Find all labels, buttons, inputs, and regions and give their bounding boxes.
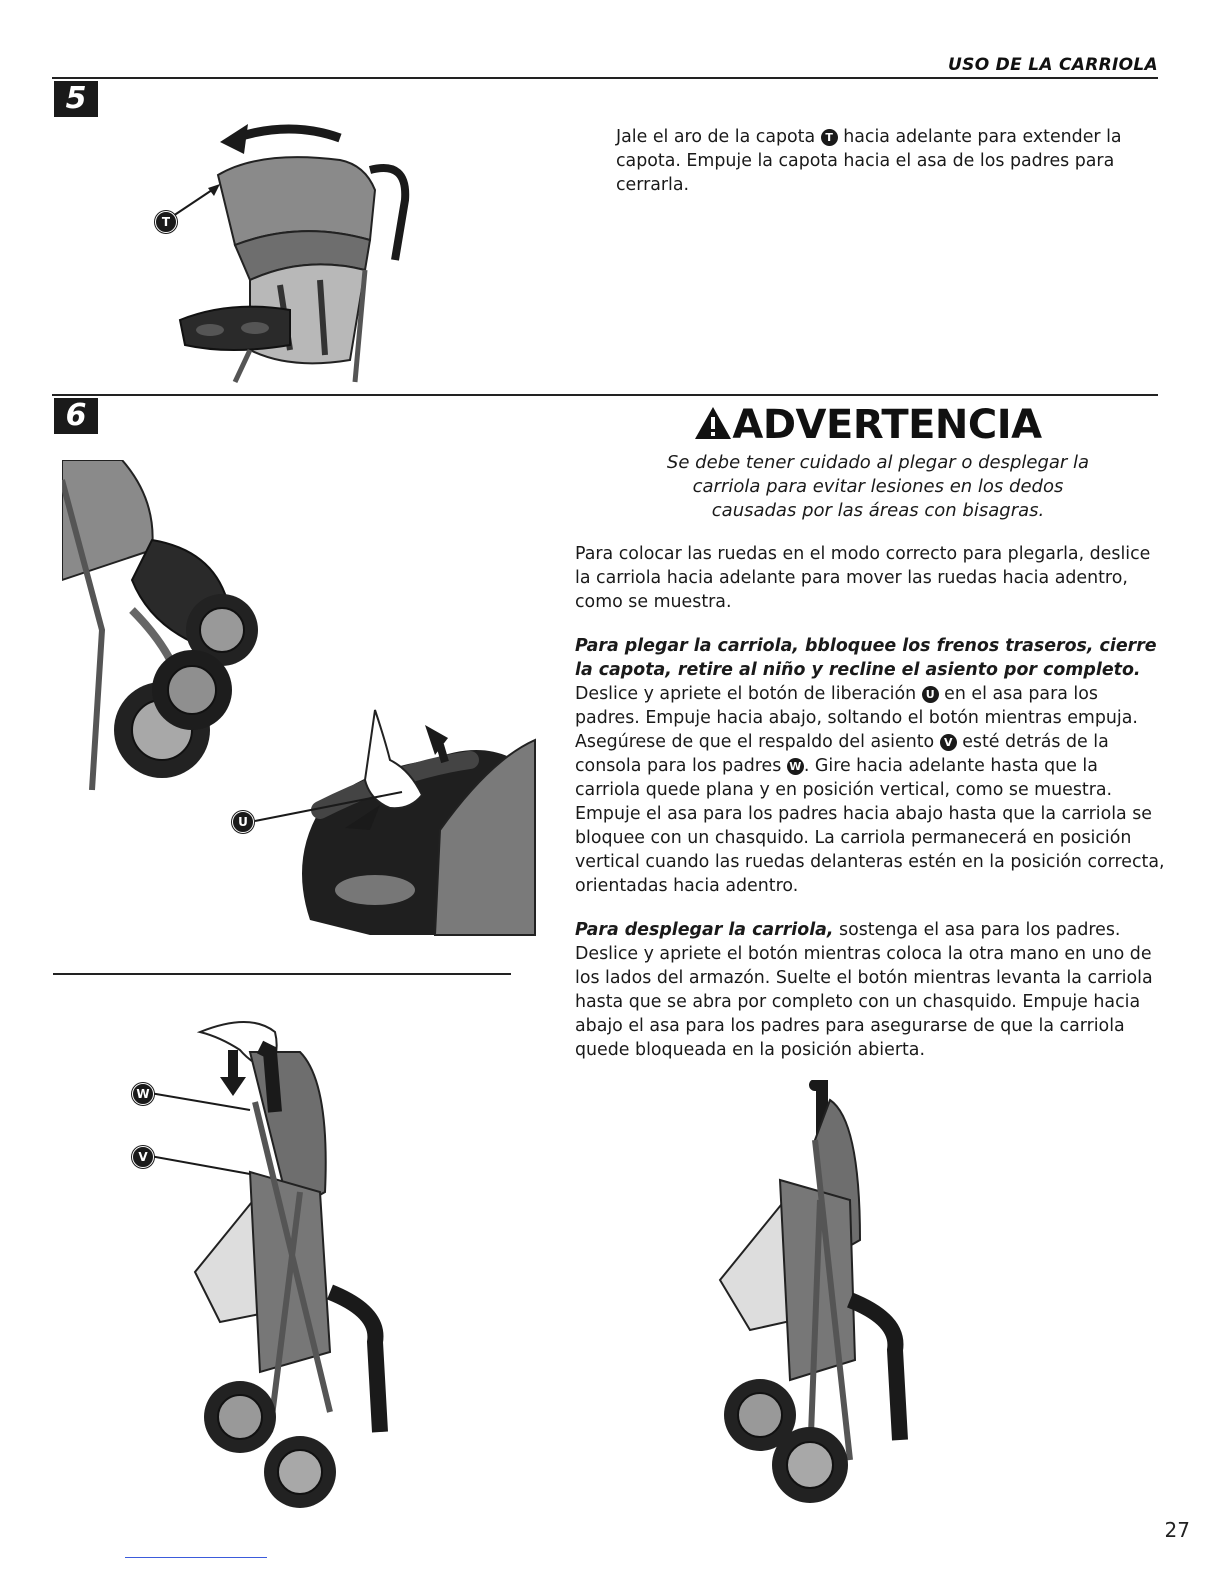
fold-text-3: esté detrás de la consola para los padres: [575, 732, 1109, 776]
fold-text-2: en el asa para los padres. Empuje hacia abajo, soltando el botón mientras empuja. Asegúrese de que el respaldo del asiento: [575, 684, 1138, 752]
callout-U: U: [922, 686, 939, 703]
callout-T-figure: T: [155, 211, 177, 233]
fold-paragraph: [575, 634, 1165, 898]
step-6-body: [575, 542, 1165, 1062]
step-5-text-a: Jale el aro de la capota: [616, 127, 821, 147]
top-rule: [52, 77, 1158, 79]
page-number: 27: [1164, 1518, 1190, 1542]
wheels-inward-illustration: [62, 460, 272, 805]
footer-link-underline: [125, 1557, 267, 1558]
fold-lead-rest: bbloquee los frenos traseros, cierre la capota, retire al niño y recline el asiento por completo.: [575, 636, 1157, 680]
unfold-rest: sostenga el asa para los padres. Deslice y apriete el botón mientras coloca la otra mano en uno de los lados del armazón. Suelte el botón mientras levanta la carriola hasta que se abra por completo con un chasquido. Empuje hacia abajo el asa para los padres para asegurarse de que la carriola quede bloqueada en la posición abierta.: [575, 920, 1153, 1060]
wheels-paragraph: Para colocar las ruedas en el modo correcto para plegarla, deslice la carriola hacia adelante para mover las ruedas hacia adentro, como se muestra.: [575, 544, 1151, 612]
warning-title: ADVERTENCIA: [732, 402, 1042, 448]
folded-stroller-illustration: [700, 1080, 930, 1520]
callout-T: T: [821, 129, 838, 146]
step-5-text: [616, 125, 1156, 197]
step-5-badge: 5: [54, 81, 98, 117]
fold-text-1: Deslice y apriete el botón de liberación: [575, 684, 922, 704]
warning-triangle-icon: [694, 406, 732, 440]
warning-heading: [575, 402, 1161, 448]
step-5-text-b: hacia adelante para extender la capota. Empuje la capota hacia el asa de los padres para cerrarla.: [616, 127, 1122, 195]
fold-text-4: . Gire hacia adelante hasta que la carriola quede plana y en posición vertical, como se muestra. Empuje el asa para los padres hacia abajo hasta que la carriola se bloquee con un chasquido. La carriola permanecerá en posición vertical cuando las ruedas delanteras estén en la posición correcta, orientadas hacia adentro.: [575, 756, 1165, 896]
callout-W-figure: W: [132, 1083, 154, 1105]
step-6-rule: [52, 394, 1158, 396]
folding-stroller-illustration: [150, 992, 420, 1522]
fold-lead: Para plegar la carriola,: [575, 636, 799, 656]
canopy-illustration: [140, 120, 430, 385]
warning-text: Se debe tener cuidado al plegar o desplegar la carriola para evitar lesiones en los dedos causadas por las áreas con bisagras.: [666, 452, 1090, 521]
callout-V-figure: V: [132, 1146, 154, 1168]
figure-divider: [53, 973, 511, 975]
callout-W: W: [787, 758, 804, 775]
callout-U-figure: U: [232, 811, 254, 833]
section-title: USO DE LA CARRIOLA: [948, 55, 1158, 75]
callout-V: V: [940, 734, 957, 751]
release-button-illustration: [250, 700, 540, 940]
unfold-paragraph: [575, 918, 1165, 1062]
step-6-badge: 6: [54, 398, 98, 434]
unfold-lead: Para desplegar la carriola,: [575, 920, 834, 940]
